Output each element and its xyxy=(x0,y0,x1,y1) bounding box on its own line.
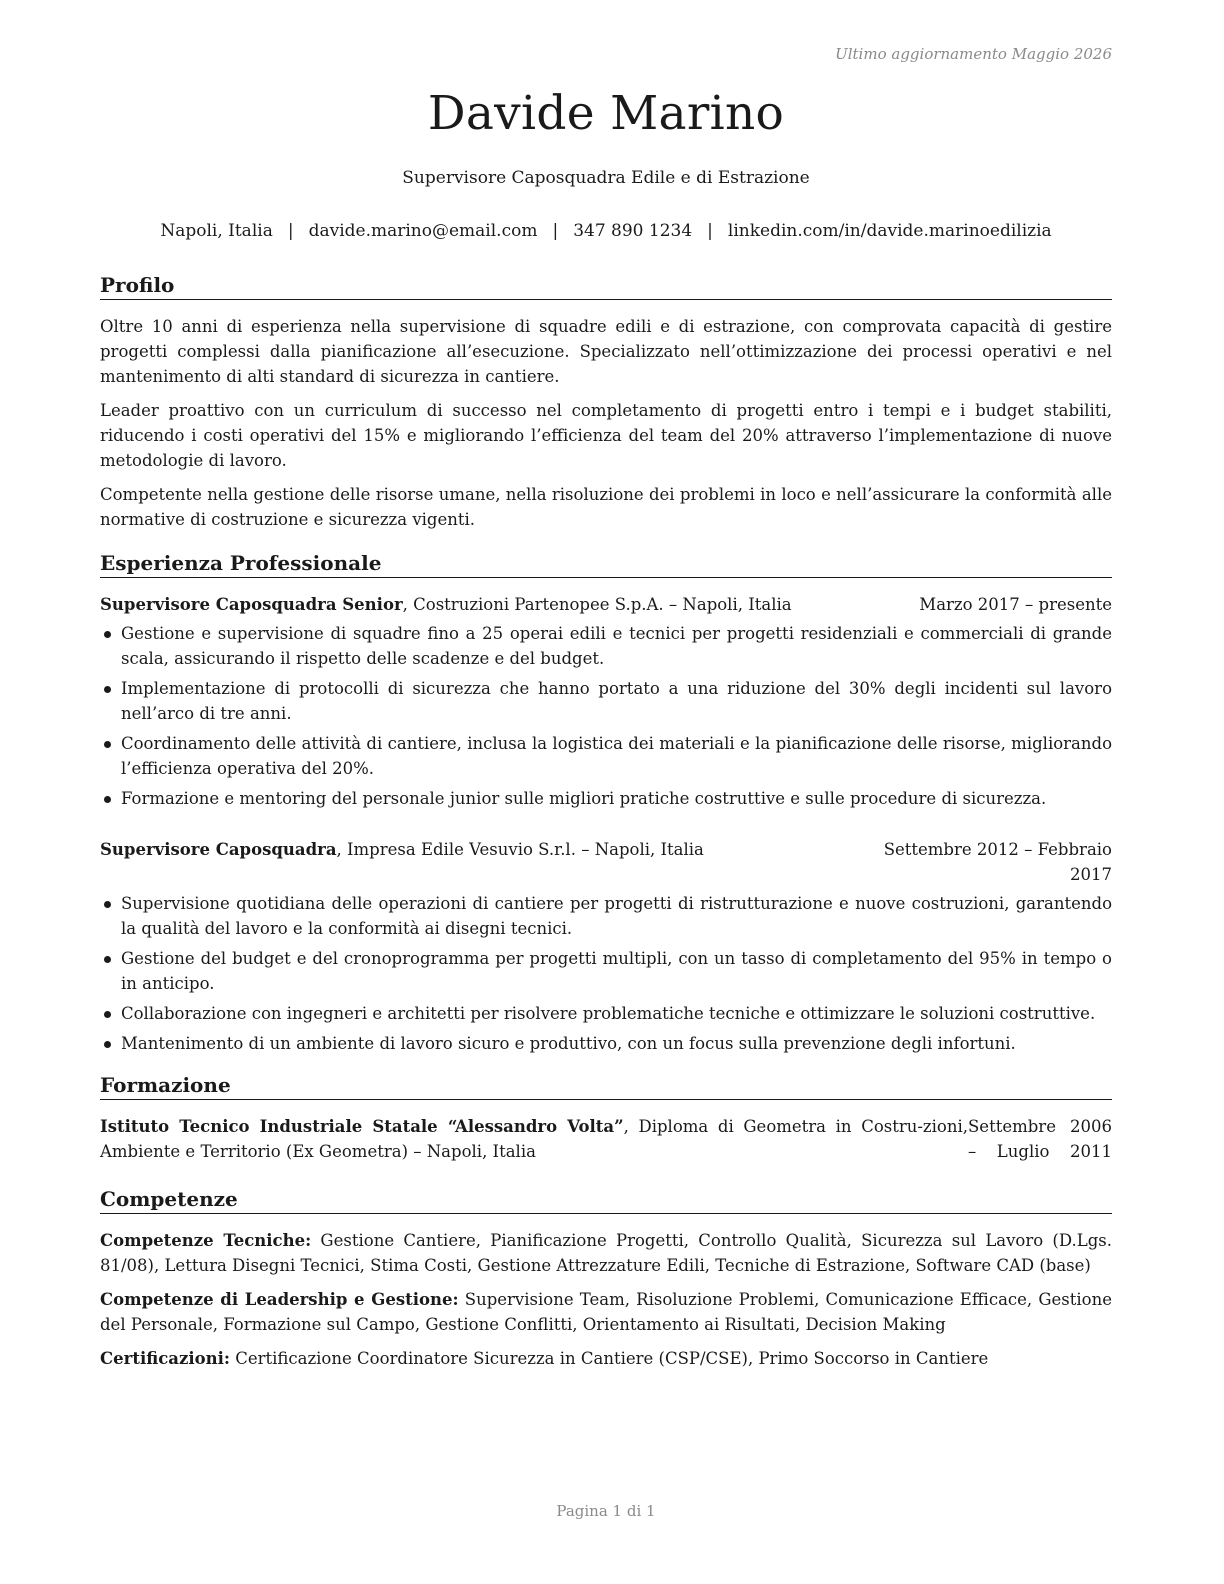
section-profile xyxy=(100,272,1112,532)
job-header xyxy=(100,592,1112,617)
job-company: , Costruzioni Partenopee S.p.A. – Napoli, Italia xyxy=(402,595,792,614)
job-bullets xyxy=(100,891,1112,1056)
skill-group-text: Supervisione Team, Risoluzione Problemi, Comunicazione Efficace, Gestione del Personale, Formazione sul Campo, Gestione Conflitti, Orientamento ai Risultati, Decision Making xyxy=(100,1290,1112,1334)
job-dates: Marzo 2017 – presente xyxy=(919,595,1112,614)
skill-group xyxy=(100,1346,1112,1371)
profile-paragraph: Competente nella gestione delle risorse umane, nella risoluzione dei problemi in loco e nell’assicurare la conformità alle normative di costruzione e sicurezza vigenti. xyxy=(100,485,1112,529)
job-dates: Settembre 2012 – Febbraio 2017 xyxy=(883,840,1112,884)
job-role: Supervisore Caposquadra Senior xyxy=(100,595,403,614)
contact-email[interactable]: davide.marino@email.com xyxy=(308,221,538,241)
education-entry xyxy=(100,1114,1112,1164)
contact-phone[interactable]: 347 890 1234 xyxy=(573,221,693,241)
skill-group xyxy=(100,1228,1112,1278)
education-detail: , Diploma di Geometra in Costru-zioni, Ambiente e Territorio (Ex Geometra) – Napoli, Italia xyxy=(100,1117,968,1161)
skill-group-label: Certificazioni: xyxy=(100,1349,230,1368)
job-bullets xyxy=(100,621,1112,811)
skill-group-label: Competenze di Leadership e Gestione: xyxy=(100,1290,459,1309)
skill-group-text: Certificazione Coordinatore Sicurezza in Cantiere (CSP/CSE), Primo Soccorso in Cantiere xyxy=(229,1349,989,1368)
contact-separator: | xyxy=(287,221,294,241)
education-dates: Settembre 2006 – Luglio 2011 xyxy=(968,1117,1112,1161)
section-education xyxy=(100,1072,1112,1164)
section-title-skills: Competenze xyxy=(100,1186,1112,1214)
education-school: Istituto Tecnico Industriale Statale “Alessandro Volta” xyxy=(100,1117,624,1136)
job-header xyxy=(100,837,1112,887)
job-role: Supervisore Caposquadra xyxy=(100,840,337,859)
job-bullet: Formazione e mentoring del personale junior sulle migliori pratiche costruttive e sulle procedure di sicurezza. xyxy=(100,786,1112,811)
section-title-education: Formazione xyxy=(100,1072,1112,1100)
section-title-profile: Profilo xyxy=(100,272,1112,300)
job-title: Supervisore Caposquadra Edile e di Estrazione xyxy=(402,168,810,188)
section-title-experience: Esperienza Professionale xyxy=(100,550,1112,578)
last-updated: Ultimo aggiornamento Maggio 2026 xyxy=(835,45,1112,63)
job-bullet: Gestione del budget e del cronoprogramma per progetti multipli, con un tasso di completamento del 95% in tempo o in anticipo. xyxy=(100,946,1112,996)
section-experience xyxy=(100,550,1112,1056)
contact-linkedin[interactable]: linkedin.com/in/davide.marinoedilizia xyxy=(727,221,1052,241)
skill-group-text: Gestione Cantiere, Pianificazione Progetti, Controllo Qualità, Sicurezza sul Lavoro (D.Lgs. 81/08), Lettura Disegni Tecnici, Stima Costi, Gestione Attrezzature Edili, Tecniche di Estrazione, Software CAD (base) xyxy=(100,1231,1112,1275)
job-entry xyxy=(100,592,1112,811)
job-entry xyxy=(100,837,1112,1056)
resume-content xyxy=(100,272,1112,1387)
job-bullet: Gestione e supervisione di squadre fino a 25 operai edili e tecnici per progetti residenziali e commerciali di grande scala, assicurando il rispetto delle scadenze e del budget. xyxy=(100,621,1112,671)
job-bullet: Implementazione di protocolli di sicurezza che hanno portato a una riduzione del 30% degli incidenti sul lavoro nell’arco di tre anni. xyxy=(100,676,1112,726)
job-bullet: Coordinamento delle attività di cantiere, inclusa la logistica dei materiali e la pianificazione delle risorse, migliorando l’efficienza operativa del 20%. xyxy=(100,731,1112,781)
contact-line xyxy=(100,221,1112,241)
contact-separator: | xyxy=(707,221,713,241)
skill-group-label: Competenze Tecniche: xyxy=(100,1231,312,1250)
job-bullet: Mantenimento di un ambiente di lavoro sicuro e produttivo, con un focus sulla prevenzione degli infortuni. xyxy=(100,1031,1112,1056)
contact-location: Napoli, Italia xyxy=(160,221,273,241)
job-bullet: Collaborazione con ingegneri e architetti per risolvere problematiche tecniche e ottimizzare le soluzioni costruttive. xyxy=(100,1001,1112,1026)
contact-separator: | xyxy=(552,221,559,241)
profile-paragraph: Oltre 10 anni di esperienza nella supervisione di squadre edili e di estrazione, con comprovata capacità di gestire progetti complessi dalla pianificazione all’esecuzione. Specializzato nell’ottimizzazione dei processi operativi e nel mantenimento di alti standard di sicurezza in cantiere. xyxy=(100,317,1112,386)
job-bullet: Supervisione quotidiana delle operazioni di cantiere per progetti di ristrutturazione e nuove costruzioni, garantendo la qualità del lavoro e la conformità ai disegni tecnici. xyxy=(100,891,1112,941)
candidate-name: Davide Marino xyxy=(427,86,785,141)
skill-group xyxy=(100,1287,1112,1337)
job-company: , Impresa Edile Vesuvio S.r.l. – Napoli, Italia xyxy=(336,840,704,859)
page-number: Pagina 1 di 1 xyxy=(556,1502,656,1520)
section-skills xyxy=(100,1186,1112,1371)
profile-paragraph: Leader proattivo con un curriculum di successo nel completamento di progetti entro i tempi e i budget stabiliti, riducendo i costi operativi del 15% e migliorando l’efficienza del team del 20% attraverso l’implementazione di nuove metodologie di lavoro. xyxy=(100,401,1112,470)
